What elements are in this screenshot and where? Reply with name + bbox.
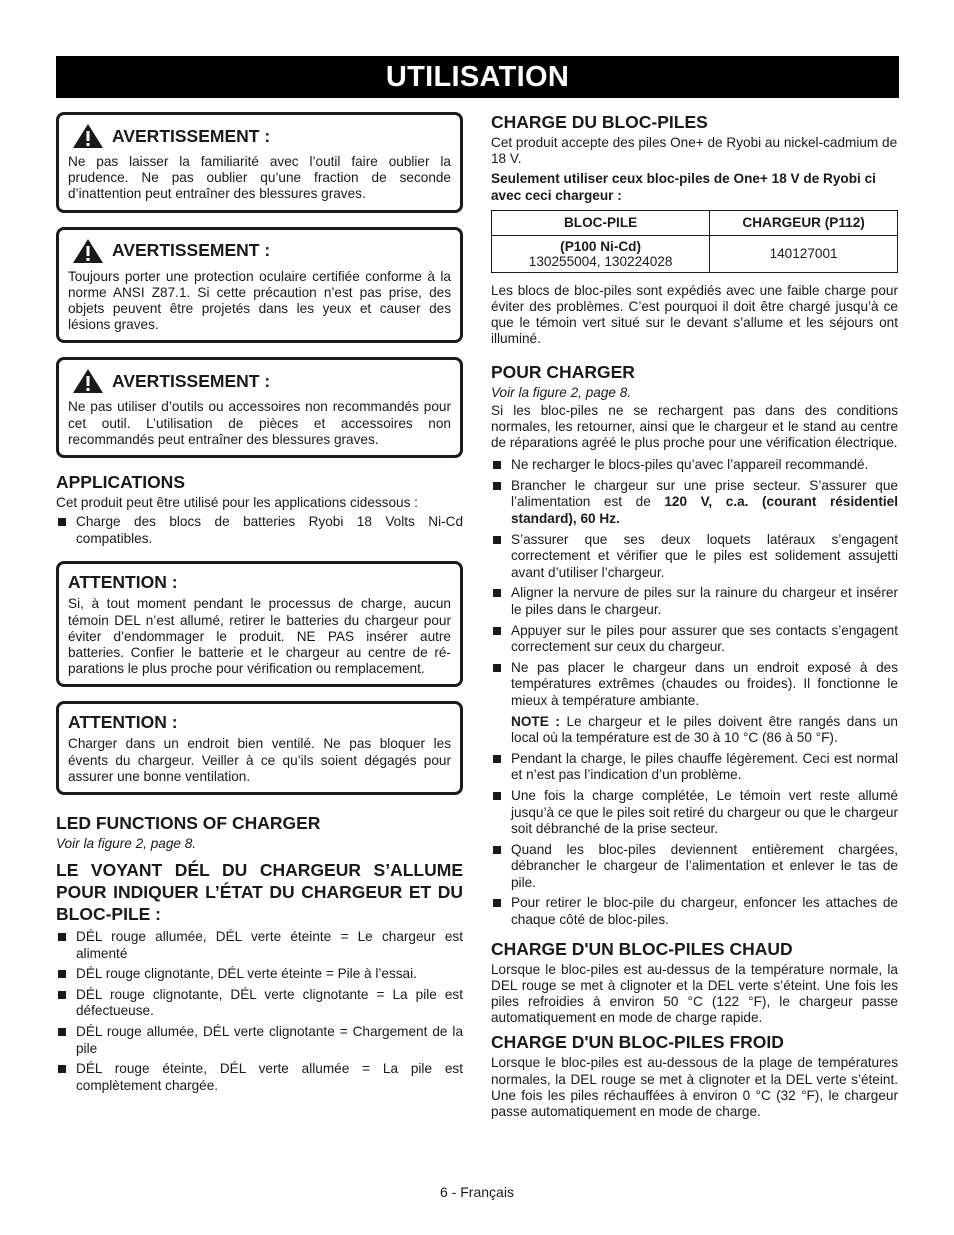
- list-item: Charge des blocs de batteries Ryobi 18 Volts Ni-Cd compatibles.: [56, 514, 463, 547]
- page-title: UTILISATION: [56, 56, 899, 98]
- warning-box: [56, 112, 463, 213]
- chaud-heading: CHARGE D'UN BLOC-PILES CHAUD: [491, 938, 793, 959]
- list-item: DÉL rouge clignotante, DÉL verte éteinte = Pile à l’essai.: [56, 966, 463, 983]
- led-heading: LED FUNCTIONS OF CHARGER: [56, 813, 321, 834]
- froid-text: Lorsque le bloc-piles est au-dessous de la plage de températures normales, la DEL rouge se met à clignoter et la DEL verte s’éteint. Une fois les piles réchauffées à environ 0 °C (32 °F), le chargeur passe automatiquement en mode de charge.: [491, 1055, 898, 1120]
- note-text: Le chargeur et le piles doivent être rangés dans un local où la température est de 30 à 10 °C (86 à 50 °F).: [511, 713, 898, 746]
- list-item: Ne recharger le blocs-piles qu’avec l’appareil recommandé.: [491, 457, 898, 474]
- applications-list: [56, 514, 463, 547]
- list-item: DÉL rouge allumée, DÉL verte clignotante = Chargement de la pile: [56, 1024, 463, 1057]
- left-column: [56, 112, 463, 1098]
- list-item: DÉL rouge allumée, DÉL verte éteinte = Le chargeur est alimenté: [56, 929, 463, 962]
- charge-heading: CHARGE DU BLOC-PILES: [491, 112, 708, 132]
- warning-title: AVERTISSEMENT :: [112, 240, 271, 261]
- list-item: [491, 478, 898, 528]
- warning-title: AVERTISSEMENT :: [112, 125, 271, 146]
- list-item: Pour retirer le bloc-pile du chargeur, enfoncer les attaches de chaque côté de bloc-piles.: [491, 895, 898, 928]
- pour-charger-heading: POUR CHARGER: [491, 361, 635, 382]
- attention-text: Si, à tout moment pendant le processus de charge, aucun témoin DEL n’est allumé, retirer le batteries du chargeur pour éviter d’endommager le produit. NE PAS insérer autre batteries. Confier le batterie et le chargeur au centre de ré- parations le plus proche pour vérification ou remplacement.: [68, 596, 451, 677]
- battery-numbers: 130255004, 130224028: [528, 253, 673, 269]
- list-item: S’assurer que ses deux loquets latéraux s’engagent correctement et vérifier que le piles est solidement assujetti avant d’utiliser l’chargeur.: [491, 532, 898, 582]
- attention-box: [56, 561, 463, 687]
- pour-figure-ref: Voir la figure 2, page 8.: [491, 384, 632, 400]
- warning-triangle-icon: [72, 123, 104, 149]
- applications-heading: APPLICATIONS: [56, 472, 185, 493]
- warning-triangle-icon: [72, 368, 104, 394]
- charge-requirement: Seulement utiliser ceux bloc-piles de One+ 18 V de Ryobi ci avec ceci chargeur :: [491, 171, 876, 203]
- warning-triangle-icon: [72, 238, 104, 264]
- warning-text: Toujours porter une protection oculaire certifiée conforme à la norme ANSI Z87.1. Si cette précaution n’est pas prise, des objets peuvent être projetés dans les yeux et causer des lésions graves.: [68, 268, 451, 333]
- warning-text: Ne pas laisser la familiarité avec l’outil faire oublier la prudence. Ne pas oublier qu’une fraction de seconde d’inattention peut entraîner des blessures graves.: [68, 154, 451, 202]
- pour-intro: Si les bloc-piles ne se rechargent pas dans des conditions normales, les retourner, ainsi que le chargeur et le stand au centre de réparations agréé le plus proche pour une vérification électrique.: [491, 402, 898, 451]
- pour-list: [491, 457, 898, 928]
- led-figure-ref: Voir la figure 2, page 8.: [56, 836, 197, 852]
- chaud-text: Lorsque le bloc-piles est au-dessus de la température normale, la DEL rouge se met à clignoter et la DEL verte s’éteint. Une fois les piles refroidies à environ 50 °C (122 °F), le chargeur passe automatiquement en mode de charge rapide.: [491, 961, 898, 1026]
- table-cell: [492, 235, 710, 272]
- table-header: CHARGEUR (P112): [710, 210, 898, 235]
- list-item: DÉL rouge clignotante, DÉL verte clignotante = La pile est défectueuse.: [56, 987, 463, 1020]
- battery-table: [491, 210, 898, 273]
- list-item: Aligner la nervure de piles sur la rainure du chargeur et insérer le piles dans le chargeur.: [491, 585, 898, 618]
- warning-text: Ne pas utiliser d’outils ou accessoires non recommandés pour cet outil. L’utilisation de pièces et accessoires non recommandés peut entraîner des blessures graves.: [68, 399, 451, 447]
- attention-title: ATTENTION :: [68, 712, 178, 733]
- list-item: Quand les bloc-piles deviennent entièrement chargées, débrancher le chargeur de l’alimentation et enlever le tas de pile.: [491, 842, 898, 892]
- list-item: DÉL rouge éteinte, DÉL verte allumée = La pile est complètement chargée.: [56, 1061, 463, 1094]
- charge-paragraph: Les blocs de bloc-piles sont expédiés avec une faible charge pour éviter des problèmes. C’est pourquoi il doit être chargé jusqu’à ce que le témoin vert situé sur le devant s’allume et les séjours ont illuminé.: [491, 282, 898, 347]
- attention-text: Charger dans un endroit bien ventilé. Ne pas bloquer les évents du chargeur. Veiller à ce qu’ils soient dégagés pour assurer une bonne ventilation.: [68, 736, 451, 784]
- voltage-text: 120 V, c.a. (courant résidentiel standard), 60 Hz.: [511, 494, 898, 527]
- applications-intro: Cet produit peut être utilisé pour les applications cidessous :: [56, 495, 418, 511]
- charge-paragraph: Cet produit accepte des piles One+ de Ryobi au nickel-cadmium de 18 V.: [491, 135, 898, 167]
- list-item: Pendant la charge, le piles chauffe légèrement. Ceci est normal et n’est pas l’indication d’un problème.: [491, 751, 898, 784]
- battery-model: (P100 Ni-Cd): [560, 238, 641, 254]
- list-item: Une fois la charge complétée, Le témoin vert reste allumé jusqu’à ce que le piles soit retiré du chargeur ou que le chargeur soit débranché de la prise secteur.: [491, 788, 898, 838]
- right-column: [491, 112, 898, 1120]
- note: [491, 714, 898, 747]
- page-number: 6 - Français: [440, 1184, 514, 1200]
- attention-box: [56, 701, 463, 795]
- warning-title: AVERTISSEMENT :: [112, 370, 271, 391]
- froid-heading: CHARGE D'UN BLOC-PILES FROID: [491, 1032, 784, 1053]
- attention-title: ATTENTION :: [68, 572, 178, 593]
- led-list: [56, 929, 463, 1094]
- list-item-text: Brancher le chargeur sur une prise secteur. S’assurer que l’alimentation est de: [511, 477, 898, 510]
- list-item: Appuyer sur le piles pour assurer que ses contacts s’engagent correctement sur ceux du chargeur.: [491, 623, 898, 656]
- warning-box: [56, 227, 463, 344]
- note-label: NOTE :: [511, 713, 560, 729]
- table-cell: 140127001: [710, 235, 898, 272]
- table-header: BLOC-PILE: [492, 210, 710, 235]
- led-subheading: LE VOYANT DÉL DU CHARGEUR S’ALLUME POUR INDIQUER L’ÉTAT DU CHARGEUR ET DU BLOC-PILE :: [56, 860, 463, 925]
- warning-box: [56, 357, 463, 458]
- list-item: Ne pas placer le chargeur dans un endroit exposé à des températures extrêmes (chaudes ou froides). Il fonctionne le mieux à température ambiante.: [491, 660, 898, 710]
